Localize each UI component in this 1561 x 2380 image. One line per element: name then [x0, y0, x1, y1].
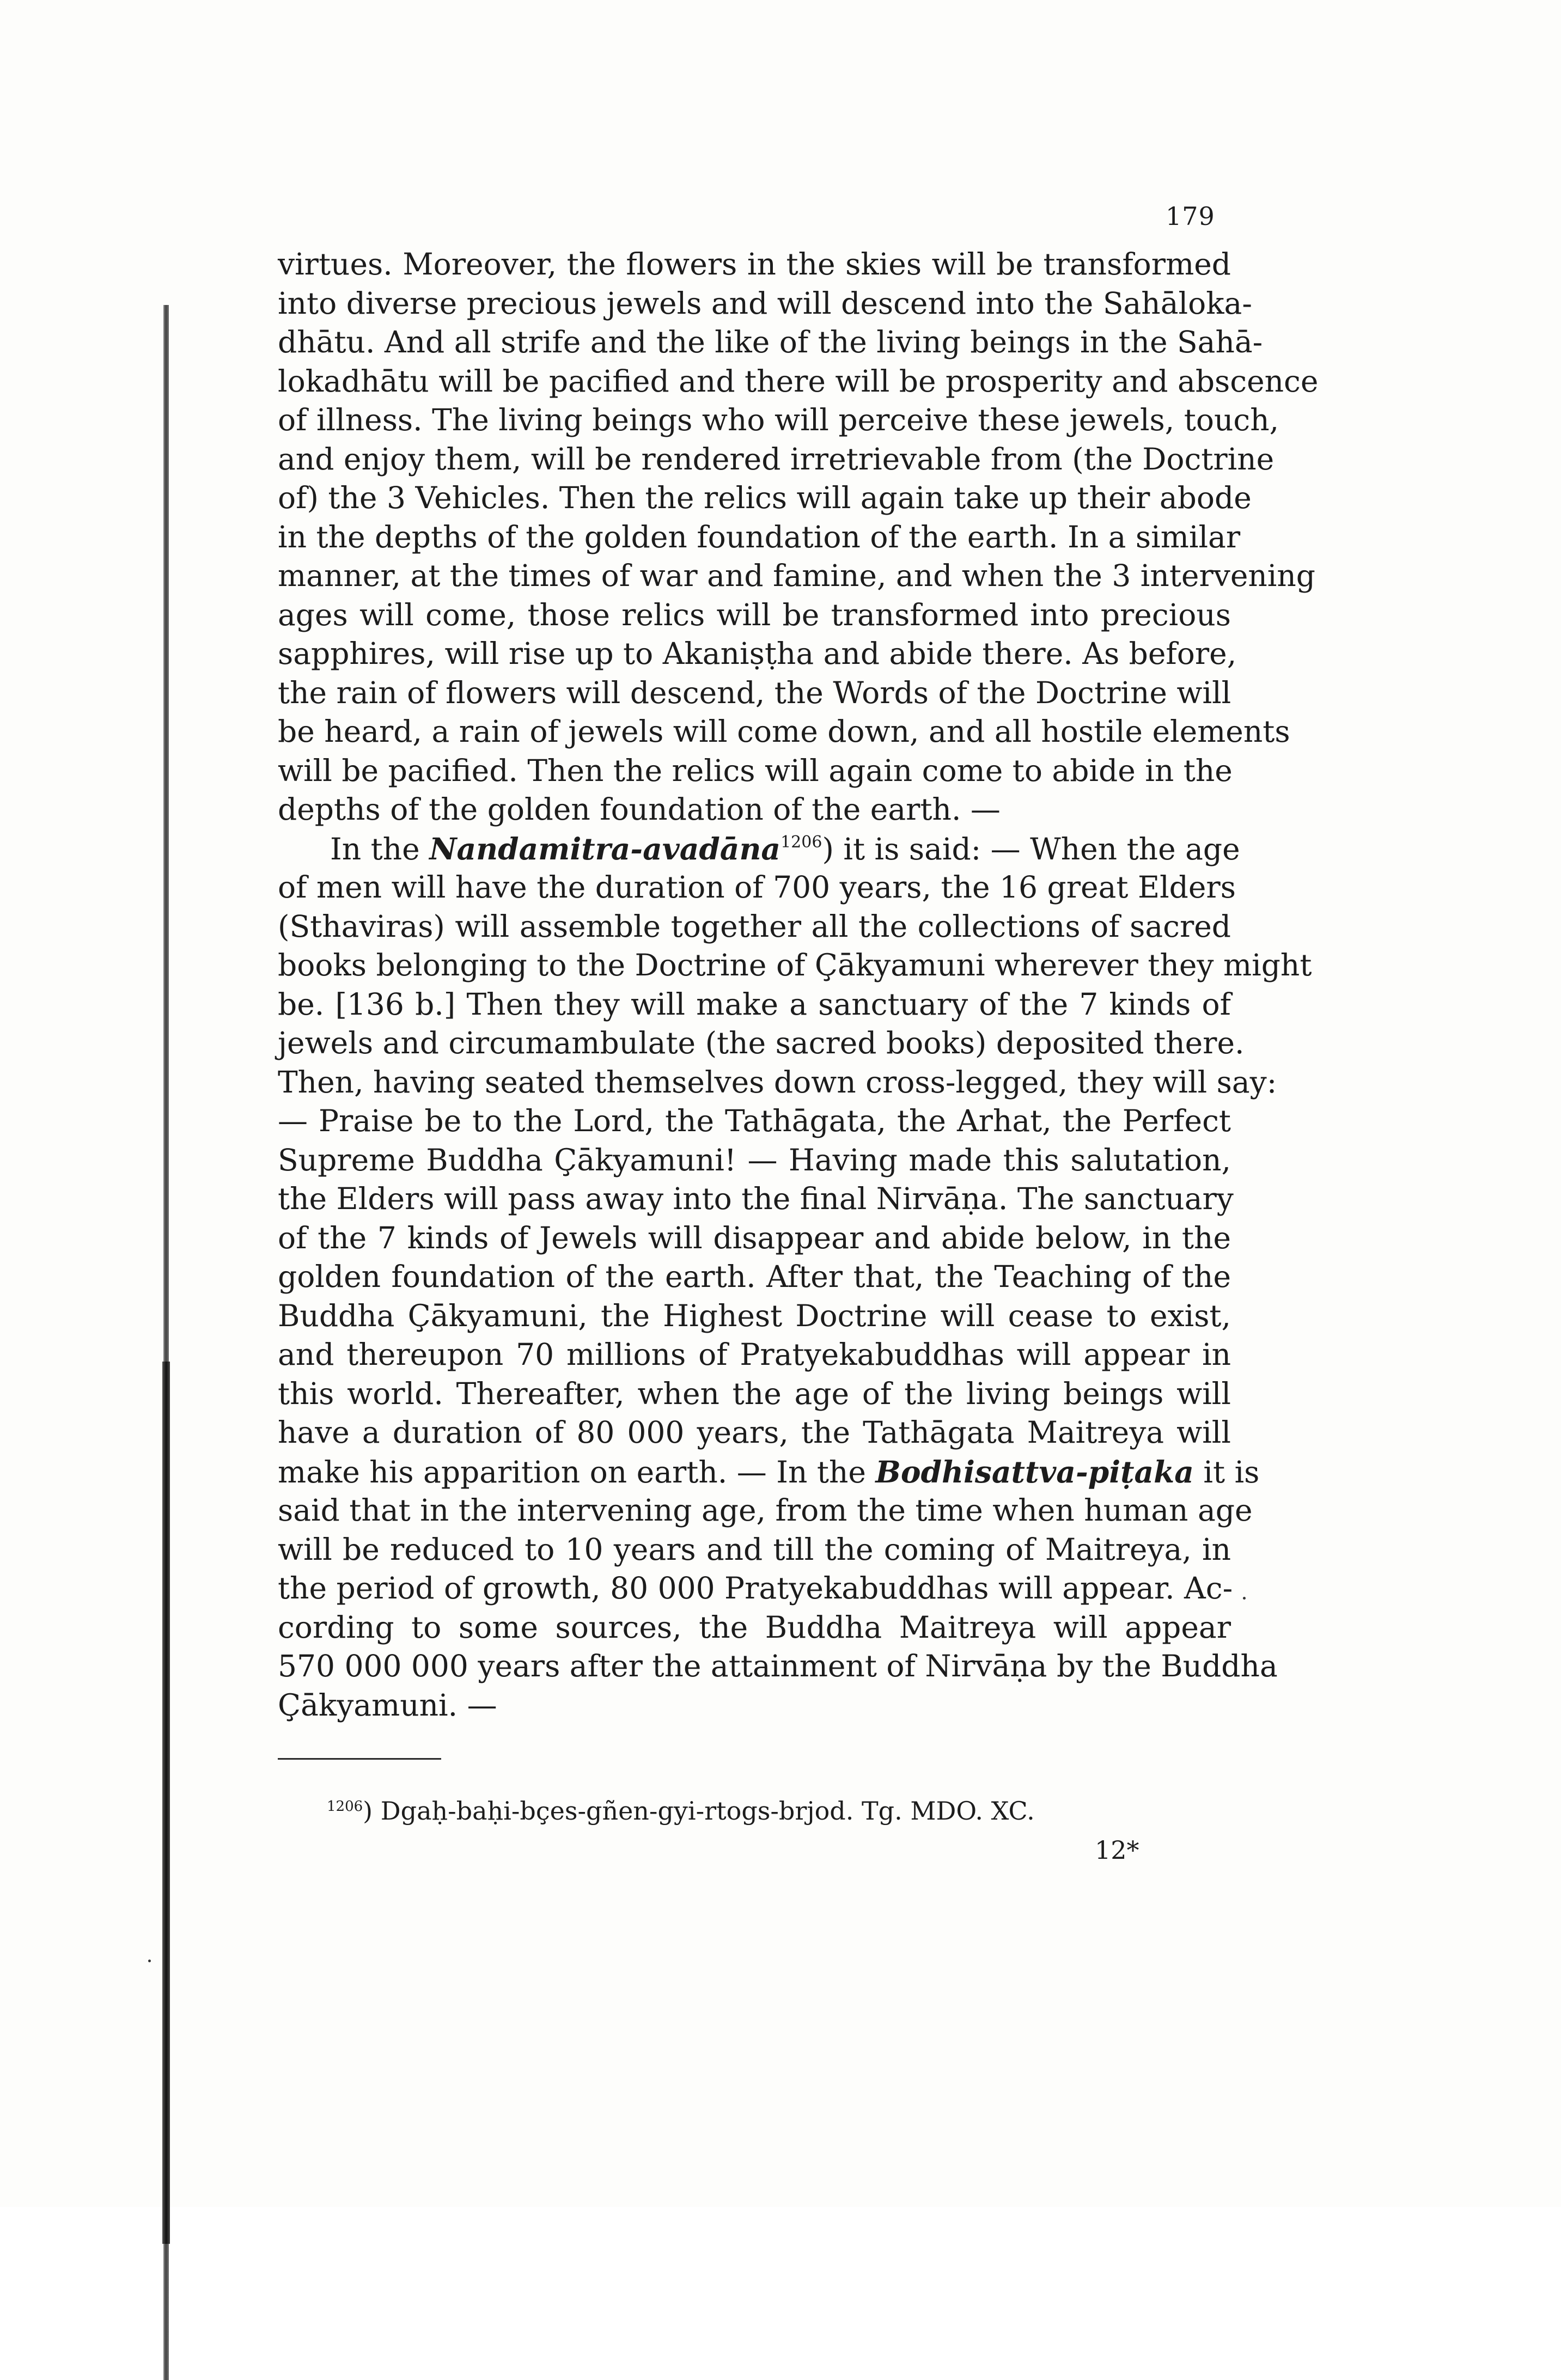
text-line: Then, having seated themselves down cross-legged, they will say:	[278, 1064, 1277, 1100]
dust-speck	[1243, 1597, 1246, 1600]
paragraph-1	[278, 245, 1319, 829]
text-line: said that in the intervening age, from the time when human age	[278, 1493, 1253, 1528]
footnote-reference: 1206	[780, 832, 822, 852]
text-line: the rain of flowers will descend, the Words of the Doctrine will	[278, 675, 1231, 710]
main-text	[278, 245, 1319, 1725]
text-line: be heard, a rain of jewels will come down, and all hostile elements	[278, 714, 1290, 749]
text-line: 570 000 000 years after the attainment of Nirvāṇa by the Buddha	[278, 1649, 1278, 1683]
text-line: in the depths of the golden foundation of the earth. In a similar	[278, 519, 1241, 554]
text-run: ) it is said: — When the age	[822, 831, 1240, 866]
text-line: ages will come, those relics will be transformed into precious	[278, 597, 1231, 632]
footnote	[327, 1796, 1035, 1826]
text-line: and enjoy them, will be rendered irretrievable from (the Doctrine	[278, 441, 1275, 477]
binding-shadow-lower	[162, 1362, 170, 2244]
text-line: — Praise be to the Lord, the Tathāgata, the Arhat, the Perfect	[278, 1103, 1231, 1138]
text-run: it is	[1193, 1454, 1260, 1490]
work-title-nandamitra: Nandamitra-avadāna	[429, 831, 781, 866]
text-line: lokadhātu will be pacified and there will be prosperity and abscence	[278, 363, 1319, 399]
text-line: be. [136 b.] Then they will make a sanctuary of the 7 kinds of	[278, 986, 1231, 1022]
text-line: Çākyamuni. —	[278, 1687, 497, 1723]
text-line: jewels and circumambulate (the sacred books) deposited there.	[278, 1026, 1245, 1060]
footnote-rule	[278, 1758, 441, 1760]
work-title-bodhisattva: Bodhisattva-piṭaka	[875, 1454, 1194, 1490]
paragraph-2-first-line	[278, 829, 1240, 869]
text-line: of) the 3 Vehicles. Then the relics will again take up their abode	[278, 480, 1252, 515]
page-number: 179	[1166, 202, 1215, 231]
dust-speck	[148, 1960, 151, 1962]
bodhisattva-line	[278, 1453, 1260, 1492]
text-line: depths of the golden foundation of the earth. —	[278, 792, 1001, 827]
text-line: Supreme Buddha Çākyamuni! — Having made this salutation,	[278, 1142, 1231, 1177]
text-run: In the	[330, 831, 430, 866]
text-line: manner, at the times of war and famine, and when the 3 intervening	[278, 558, 1316, 593]
footnote-number: 1206	[327, 1798, 363, 1815]
text-line: into diverse precious jewels and will descend into the Sahāloka-	[278, 285, 1252, 321]
text-line: virtues. Moreover, the flowers in the skies will be transformed	[278, 247, 1231, 282]
text-line: sapphires, will rise up to Akaniṣṭha and abide there. As before,	[278, 636, 1237, 671]
text-line: (Sthaviras) will assemble together all the collections of sacred	[278, 908, 1231, 944]
footnote-text: ) Dgaḥ-baḥi-bçes-gñen-gyi-rtogs-brjod. Tg. MDO. XC.	[363, 1796, 1035, 1826]
text-line: will be pacified. Then the relics will again come to abide in the	[278, 753, 1233, 788]
text-line: and thereupon 70 millions of Pratyekabuddhas will appear in	[278, 1337, 1231, 1372]
text-line: cording to some sources, the Buddha Maitreya will appear	[278, 1609, 1231, 1645]
text-line: will be reduced to 10 years and till the coming of Maitreya, in	[278, 1531, 1231, 1567]
text-line: of the 7 kinds of Jewels will disappear and abide below, in the	[278, 1220, 1231, 1255]
text-line: golden foundation of the earth. After that, the Teaching of the	[278, 1259, 1231, 1294]
text-line: the period of growth, 80 000 Pratyekabuddhas will appear. Ac-	[278, 1571, 1233, 1606]
text-line: dhātu. And all strife and the like of the living beings in the Sahā-	[278, 325, 1263, 359]
text-line: the Elders will pass away into the final Nirvāṇa. The sanctuary	[278, 1181, 1234, 1216]
text-line: of men will have the duration of 700 years, the 16 great Elders	[278, 870, 1236, 905]
paragraph-2	[278, 868, 1312, 1453]
text-line: books belonging to the Doctrine of Çākyamuni wherever they might	[278, 948, 1312, 982]
text-run: make his apparition on earth. — In the	[278, 1454, 876, 1490]
text-line: of illness. The living beings who will perceive these jewels, touch,	[278, 402, 1279, 437]
paragraph-2-end	[278, 1491, 1278, 1725]
signature-mark: 12*	[1095, 1835, 1139, 1865]
text-line: have a duration of 80 000 years, the Tathāgata Maitreya will	[278, 1415, 1231, 1450]
text-line: Buddha Çākyamuni, the Highest Doctrine will cease to exist,	[278, 1298, 1231, 1333]
text-line: this world. Thereafter, when the age of the living beings will	[278, 1376, 1231, 1411]
